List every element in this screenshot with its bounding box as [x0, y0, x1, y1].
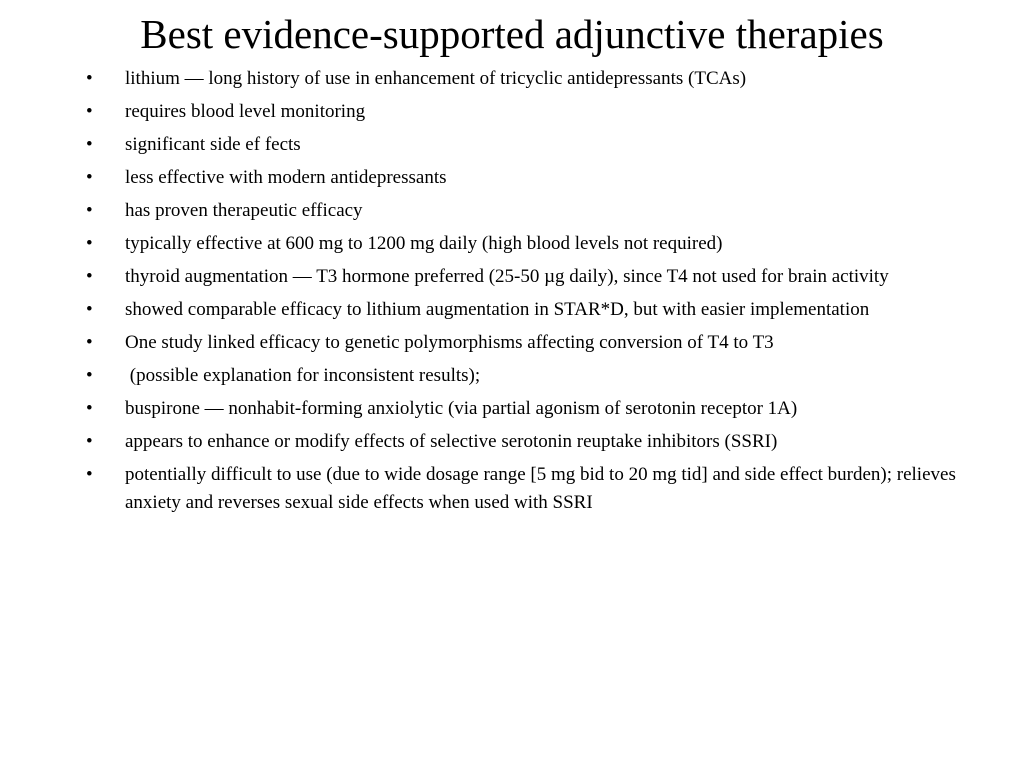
bullet-text: showed comparable efficacy to lithium augmentation in STAR*D, but with easier implementation: [125, 299, 870, 320]
bullet-marker: •: [86, 134, 93, 155]
bullet-text: typically effective at 600 mg to 1200 mg daily (high blood levels not required): [125, 233, 723, 254]
bullet-marker: •: [86, 365, 93, 386]
bullet-item: [86, 362, 966, 390]
bullet-text: significant side ef fects: [125, 134, 301, 155]
bullet-text: appears to enhance or modify effects of selective serotonin reuptake inhibitors (SSRI): [125, 431, 778, 452]
bullet-item: [86, 461, 966, 516]
bullet-item: [86, 230, 966, 258]
bullet-marker: •: [86, 464, 93, 485]
bullet-item: [86, 296, 966, 324]
bullet-marker: •: [86, 68, 93, 89]
bullet-item: [86, 263, 966, 291]
bullet-item: [86, 395, 966, 423]
bullet-marker: •: [86, 332, 93, 353]
bullet-text: has proven therapeutic efficacy: [125, 200, 363, 221]
bullet-text: potentially difficult to use (due to wide dosage range [5 mg bid to 20 mg tid] and side effect burden); relieves anxiety and reverses sexual side effects when used with SSRI: [125, 464, 961, 513]
bullet-text: requires blood level monitoring: [125, 101, 366, 122]
bullet-item: [86, 164, 966, 192]
bullet-item: [86, 329, 966, 357]
bullet-marker: •: [86, 233, 93, 254]
bullet-text: lithium — long history of use in enhancement of tricyclic antidepressants (TCAs): [125, 68, 747, 89]
bullet-item: [86, 197, 966, 225]
bullet-text: One study linked efficacy to genetic polymorphisms affecting conversion of T4 to T3: [125, 332, 774, 353]
bullet-item: [86, 98, 966, 126]
bullet-marker: •: [86, 200, 93, 221]
bullet-item: [86, 428, 966, 456]
bullet-text: (possible explanation for inconsistent results);: [125, 365, 481, 386]
bullet-marker: •: [86, 101, 93, 122]
bullet-list: [86, 65, 966, 522]
slide-title: Best evidence-supported adjunctive therapies: [140, 11, 884, 57]
bullet-text: buspirone — nonhabit-forming anxiolytic (via partial agonism of serotonin receptor 1A): [125, 398, 798, 419]
bullet-text: thyroid augmentation — T3 hormone preferred (25-50 µg daily), since T4 not used for brain activity: [125, 266, 889, 287]
bullet-marker: •: [86, 299, 93, 320]
bullet-marker: •: [86, 431, 93, 452]
bullet-marker: •: [86, 266, 93, 287]
bullet-item: [86, 65, 966, 93]
bullet-text: less effective with modern antidepressants: [125, 167, 447, 188]
bullet-marker: •: [86, 398, 93, 419]
bullet-item: [86, 131, 966, 159]
bullet-marker: •: [86, 167, 93, 188]
